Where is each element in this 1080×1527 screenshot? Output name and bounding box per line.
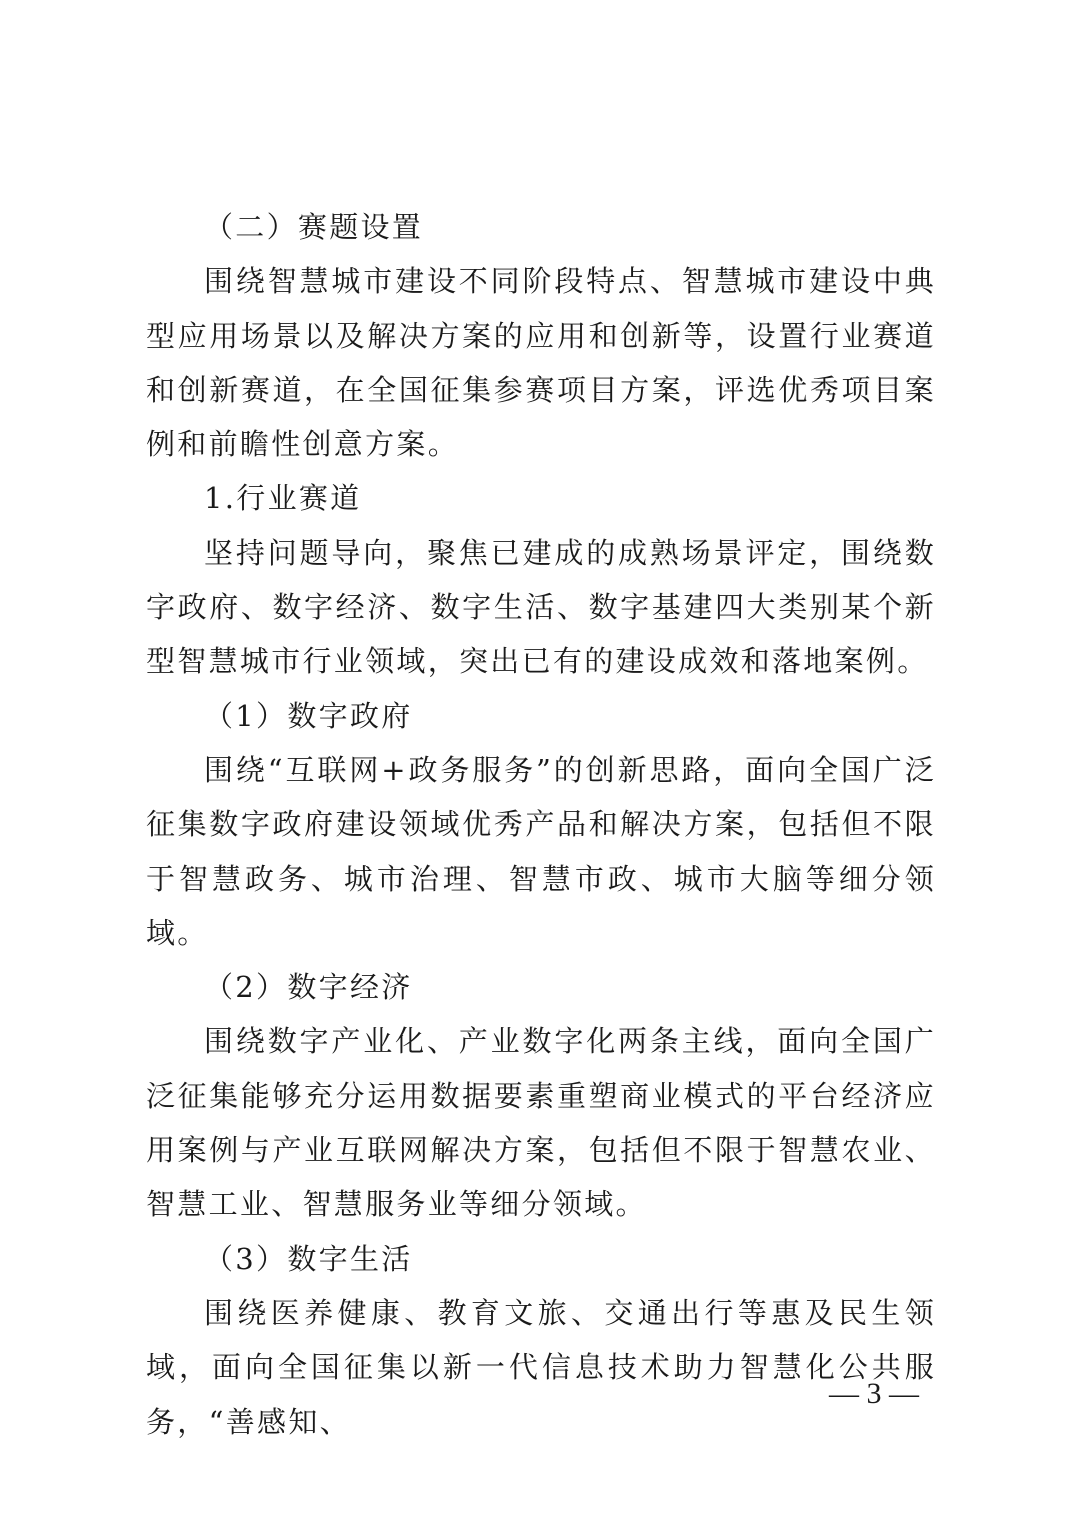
track-paragraph: 坚持问题导向，聚焦已建成的成熟场景评定，围绕数字政府、数字经济、数字生活、数字基建四大类别某个新型智慧城市行业领域，突出已有的建设成效和落地案例。 — [146, 535, 936, 679]
intro-paragraph: 围绕智慧城市建设不同阶段特点、智慧城市建设中典型应用场景以及解决方案的应用和创新等，设置行业赛道和创新赛道，在全国征集参赛项目方案，评选优秀项目案例和前瞻性创意方案。 — [146, 264, 936, 462]
item-heading-digital-life: （3）数字生活 — [204, 1241, 413, 1276]
item-heading-digital-government: （1）数字政府 — [204, 698, 413, 733]
item-paragraph-digital-economy: 围绕数字产业化、产业数字化两条主线，面向全国广泛征集能够充分运用数据要素重塑商业模式的平台经济应用案例与产业互联网解决方案，包括但不限于智慧农业、智慧工业、智慧服务业等细分领域。 — [146, 1024, 936, 1222]
section-heading: （二）赛题设置 — [204, 210, 424, 244]
track-heading: 1.行业赛道 — [204, 481, 362, 516]
document-body — [146, 200, 936, 1449]
item-heading-digital-economy: （2）数字经济 — [204, 970, 413, 1005]
item-paragraph-digital-government: 围绕“互联网+政务服务”的创新思路，面向全国广泛征集数字政府建设领域优秀产品和解决方案，包括但不限于智慧政务、城市治理、智慧市政、城市大脑等细分领域。 — [146, 752, 936, 950]
page-number: — 3 — — [829, 1377, 919, 1410]
item-paragraph-digital-life: 围绕医养健康、教育文旅、交通出行等惠及民生领域，面向全国征集以新一代信息技术助力智慧化公共服务，“善感知、 — [146, 1295, 936, 1439]
